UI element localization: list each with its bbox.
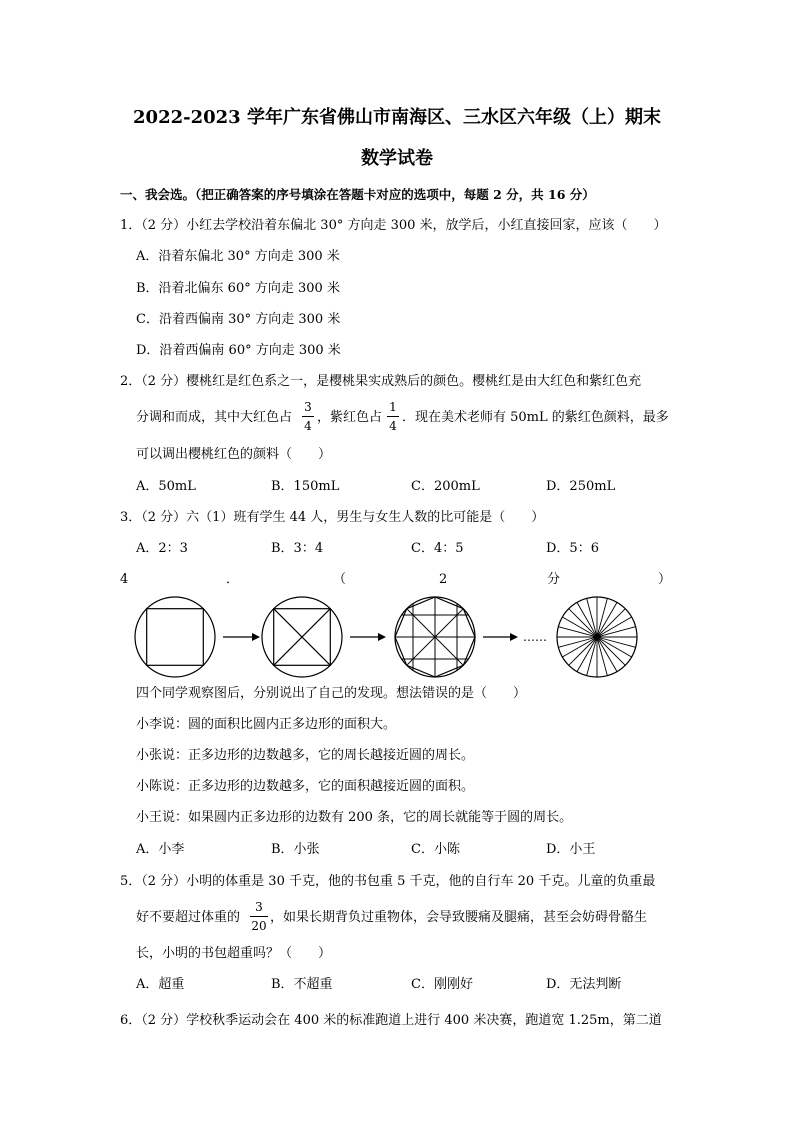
q4-statement-li: 小李说：圆的面积比圆内正多边形的面积大。 [136,717,397,732]
q2-option-c[interactable]: C．200mL [411,479,480,494]
q5-line-2b: ，如果长期背负过重物体，会导致腰痛及腿痛，甚至会妨碍骨骼生 [270,910,648,925]
q2-option-a[interactable]: A．50mL [136,479,196,494]
q2-frac1-denominator: 4 [304,419,312,433]
q2-frac1-numerator: 3 [304,400,312,414]
q2-line-1: 2．（2 分）樱桃红是红色系之一，是樱桃果实成熟后的颜色。樱桃红是由大红色和紫红色充 [120,374,642,389]
q2-option-d[interactable]: D．250mL [546,479,616,494]
q3-stem: 3．（2 分）六（1）班有学生 44 人，男生与女生人数的比可能是（ ） [120,510,545,525]
title-line-2: 数学试卷 [361,148,433,169]
circle-octagon-figure [395,597,475,677]
q4-paren-open: （ [333,572,347,587]
q1-option-a[interactable]: A．沿着东偏北 30° 方向走 300 米 [136,249,340,264]
arrow-icon [483,633,518,641]
q1-option-d[interactable]: D．沿着西偏南 60° 方向走 300 米 [136,343,341,358]
q2-line-2a: 分调和而成，其中大红色占 [136,410,293,425]
q1-option-c[interactable]: C．沿着西偏南 30° 方向走 300 米 [136,312,341,327]
arrow-icon [350,633,386,641]
q1-option-b[interactable]: B．沿着北偏东 60° 方向走 300 米 [136,281,340,296]
q4-ellipsis: …… [523,630,547,644]
q4-option-b[interactable]: B．小张 [271,842,320,857]
q3-option-d[interactable]: D．5：6 [546,541,599,556]
q3-option-a[interactable]: A．2：3 [136,541,188,556]
q2-option-b[interactable]: B．150mL [271,479,340,494]
q5-line-1: 5．（2 分）小明的体重是 30 千克，他的书包重 5 千克，他的自行车 20 千克。儿童的负重最 [120,874,656,889]
q5-option-c[interactable]: C．刚刚好 [411,977,473,992]
circle-square-figure [135,597,215,677]
circle-square-diagonals-figure [262,597,342,677]
q4-score-unit: 分 [547,572,561,587]
q4-score: 2 [439,572,448,587]
q5-frac-denominator: 20 [251,919,267,933]
circle-many-sides-figure [557,597,637,677]
q1-stem: 1．（2 分）小红去学校沿着东偏北 30° 方向走 300 米，放学后，小红直接回家，应该（ ） [120,218,667,233]
q2-line-2b: ，紫红色占 [317,410,383,425]
q5-frac-bar [250,916,268,917]
q4-polygon-figure [130,592,650,682]
q2-line-2c: ．现在美术老师有 50mL 的紫红色颜料，最多 [402,410,669,425]
q3-option-c[interactable]: C．4：5 [411,541,464,556]
section-heading: 一、我会选。（把正确答案的序号填涂在答题卡对应的选项中，每题 2 分，共 16 分） [120,187,595,202]
q4-option-c[interactable]: C．小陈 [411,842,460,857]
q5-line-3: 长，小明的书包超重吗？（ ） [136,946,332,961]
q5-option-b[interactable]: B．不超重 [271,977,333,992]
q4-option-a[interactable]: A．小李 [136,842,185,857]
q3-option-b[interactable]: B．3：4 [271,541,324,556]
q2-frac2-numerator: 1 [389,400,397,414]
title-line-1: 2022-2023 学年广东省佛山市南海区、三水区六年级（上）期末 [133,107,661,128]
q2-frac1-bar [302,416,314,417]
q2-frac2-bar [387,416,399,417]
q4-statement-chen: 小陈说：正多边形的边数越多，它的面积越接近圆的面积。 [136,779,475,794]
q2-frac2-denominator: 4 [389,419,397,433]
q4-statement-zhang: 小张说：正多边形的边数越多，它的周长越接近圆的周长。 [136,748,475,763]
q2-line-3: 可以调出樱桃红色的颜料（ ） [136,447,332,462]
q5-option-d[interactable]: D．无法判断 [546,977,622,992]
q4-option-d[interactable]: D．小王 [546,842,596,857]
q4-dot: ． [226,572,240,587]
q6-line-1: 6．（2 分）学校秋季运动会在 400 米的标准跑道上进行 400 米决赛，跑道宽 1.25m，第二道 [120,1013,662,1028]
q4-paren-close: ） [658,572,672,587]
q5-frac-numerator: 3 [255,900,263,914]
q4-statement-wang: 小王说：如果圆内正多边形的边数有 200 条，它的周长就能等于圆的周长。 [136,810,573,825]
q4-number: 4 [120,572,129,587]
q5-option-a[interactable]: A．超重 [136,977,185,992]
q4-stem: 四个同学观察图后，分别说出了自己的发现。想法错误的是（ ） [136,686,527,701]
q5-line-2a: 好不要超过体重的 [136,910,241,925]
arrow-icon [223,633,260,641]
